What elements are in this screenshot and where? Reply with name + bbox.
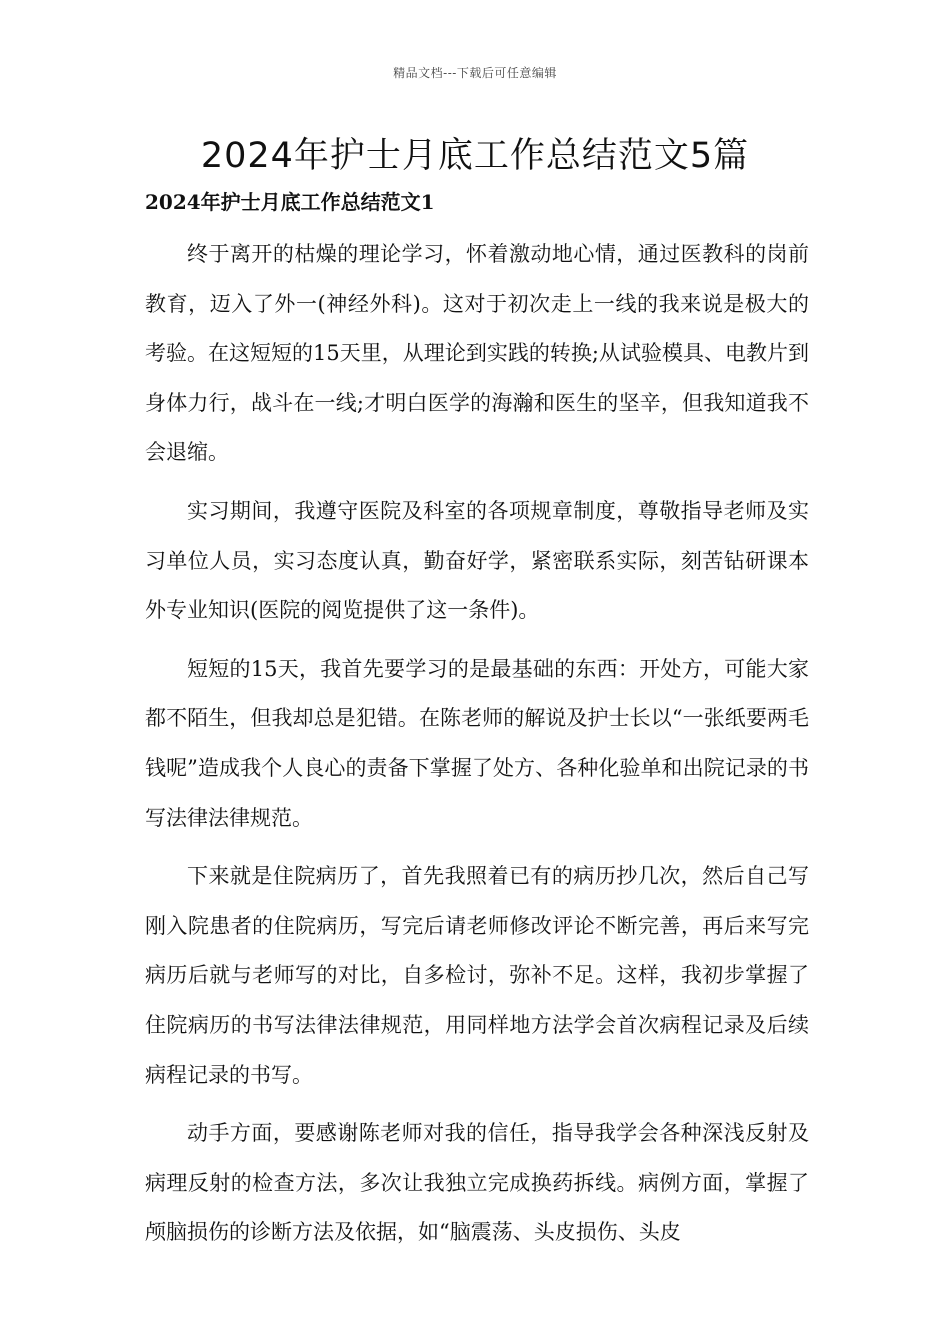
paragraph-2: 实习期间，我遵守医院及科室的各项规章制度，尊敬指导老师及实习单位人员，实习态度认真，勤奋好学，紧密联系实际，刻苦钻研课本外专业知识(医院的阅览提供了这一条件)。: [145, 498, 809, 623]
section-heading: 2024年护士月底工作总结范文1: [145, 190, 435, 214]
document-title: 2024年护士月底工作总结范文5篇: [200, 136, 750, 176]
body-text: [145, 230, 809, 1267]
paragraph-5: 动手方面，要感谢陈老师对我的信任，指导我学会各种深浅反射及病理反射的检查方法，多次让我独立完成换药拆线。病例方面，掌握了颅脑损伤的诊断方法及依据，如“脑震荡、头皮损伤、头皮: [145, 1121, 809, 1245]
paragraph-3: 短短的15天，我首先要学习的是最基础的东西：开处方，可能大家都不陌生，但我却总是犯错。在陈老师的解说及护士长以“一张纸要两毛钱呢”造成我个人良心的责备下掌握了处方、各种化验单和出院记录的书写法律法律规范。: [145, 656, 809, 830]
header-note: 精品文档---下载后可任意编辑: [393, 66, 557, 80]
paragraph-1: 终于离开的枯燥的理论学习，怀着激动地心情，通过医教科的岗前教育，迈入了外一(神经外科)。这对于初次走上一线的我来说是极大的考验。在这短短的15天里，从理论到实践的转换;从试验模具、电教片到身体力行，战斗在一线;才明白医学的海瀚和医生的坚辛，但我知道我不会退缩。: [145, 242, 809, 465]
paragraph-4: 下来就是住院病历了，首先我照着已有的病历抄几次，然后自己写刚入院患者的住院病历，写完后请老师修改评论不断完善，再后来写完病历后就与老师写的对比，自多检讨，弥补不足。这样，我初步掌握了住院病历的书写法律法律规范，用同样地方法学会首次病程记录及后续病程记录的书写。: [145, 864, 809, 1087]
